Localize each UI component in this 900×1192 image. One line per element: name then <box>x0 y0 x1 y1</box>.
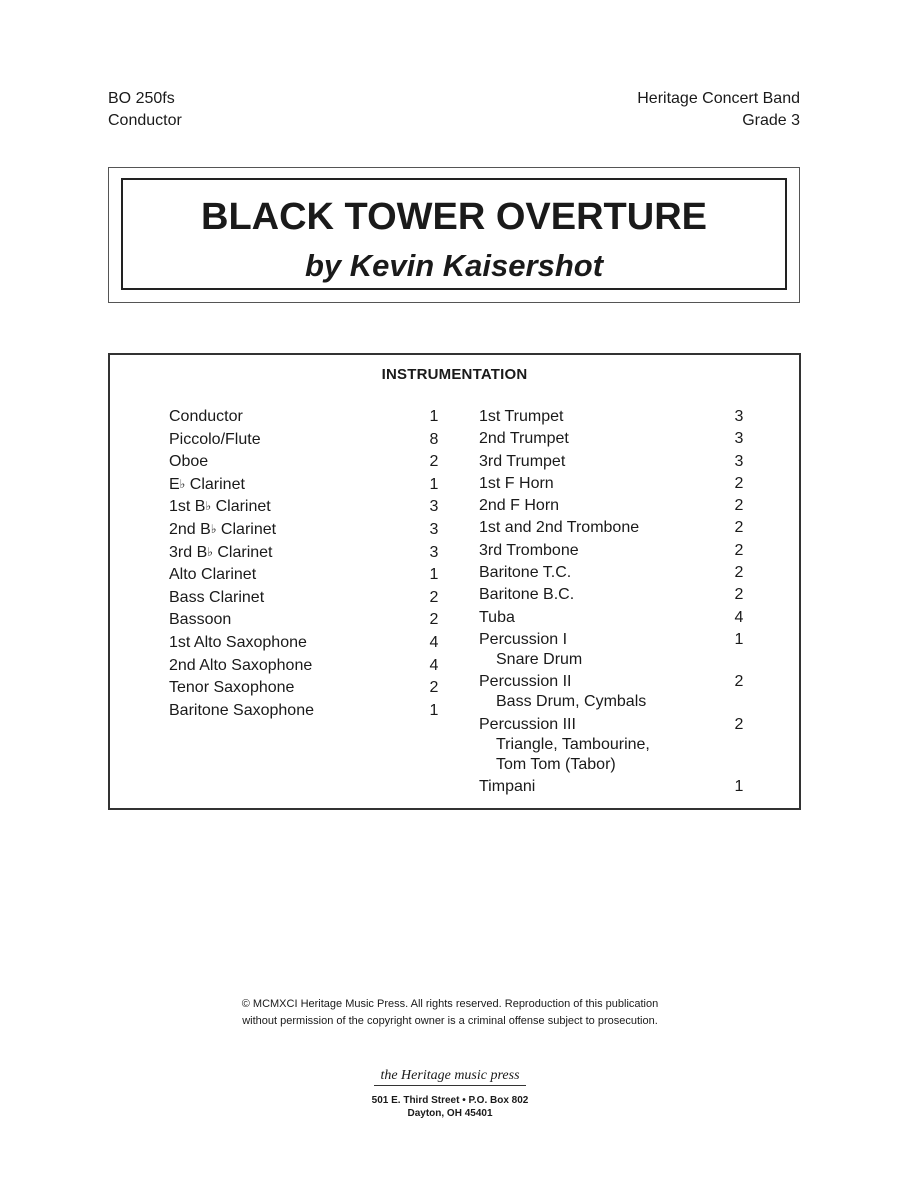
instrument-name: Timpani <box>479 777 536 795</box>
instrument-name: Baritone B.C. <box>479 586 575 604</box>
instrument-qty: 2 <box>734 519 744 537</box>
instrument-name: Percussion II <box>479 673 572 691</box>
instrument-name: 3rd Trombone <box>479 541 579 559</box>
copyright-notice <box>0 996 900 1030</box>
instrument-name: 3rd B♭ Clarinet <box>169 543 273 561</box>
instrument-row <box>479 777 749 797</box>
flat-sign-icon: ♭ <box>210 521 217 536</box>
instrument-qty: 3 <box>429 543 439 561</box>
instrument-name: 1st and 2nd Trombone <box>479 519 640 537</box>
instrument-name: Tenor Saxophone <box>169 679 295 697</box>
instrument-row <box>479 672 749 712</box>
instrument-row <box>479 630 749 670</box>
instrument-qty: 1 <box>429 475 439 493</box>
instrument-row <box>479 563 749 583</box>
instrument-qty: 3 <box>734 452 744 470</box>
instrument-name: 2nd F Horn <box>479 497 560 515</box>
instrument-qty: 2 <box>734 715 744 733</box>
copyright-line-1: © MCMXCI Heritage Music Press. All rights reserved. Reproduction of this publication <box>241 998 659 1010</box>
instrument-name: 3rd Trumpet <box>479 452 566 470</box>
instrumentation-left-column <box>169 407 444 723</box>
instrument-row <box>479 474 749 494</box>
series-label: Heritage Concert Band <box>637 90 800 107</box>
instrument-name: Bass Clarinet <box>169 588 265 606</box>
instrument-qty: 3 <box>734 430 744 448</box>
instrument-qty: 1 <box>429 408 439 425</box>
instrument-detail: Bass Drum, Cymbals <box>496 693 647 711</box>
instrument-name: Baritone T.C. <box>479 564 572 582</box>
instrument-row <box>479 429 749 449</box>
instrument-detail: Tom Tom (Tabor) <box>496 755 616 773</box>
instrument-qty: 3 <box>734 408 744 425</box>
instrument-qty: 2 <box>734 564 744 582</box>
composer-byline: by Kevin Kaisershot <box>304 248 604 283</box>
instrument-name: Tuba <box>479 608 515 626</box>
instrument-qty: 3 <box>429 498 439 516</box>
instrument-row <box>169 656 444 676</box>
instrument-name: 1st F Horn <box>479 474 554 492</box>
copyright-line-2: without permission of the copyright owner is a criminal offense subject to prosecution. <box>242 1015 658 1027</box>
instrument-name: Oboe <box>169 453 209 471</box>
instrument-row <box>169 497 444 517</box>
catalog-number: BO 250fs <box>108 90 175 107</box>
instrument-qty: 1 <box>429 566 439 584</box>
instrument-row <box>479 608 749 628</box>
instrument-detail: Triangle, Tambourine, <box>496 735 650 753</box>
instrument-name: Bassoon <box>169 611 232 629</box>
instrument-qty: 1 <box>734 630 744 648</box>
instrument-row <box>479 585 749 605</box>
instrument-row <box>169 588 444 608</box>
part-label: Conductor <box>108 112 182 129</box>
instrumentation-box <box>108 353 801 810</box>
instrument-row <box>169 520 444 540</box>
instrument-qty: 2 <box>429 611 439 629</box>
instrument-qty: 1 <box>429 701 439 719</box>
grade-label: Grade 3 <box>742 112 800 129</box>
instrument-row <box>479 452 749 472</box>
instrument-row <box>169 678 444 698</box>
publisher-logo: the Heritage music press <box>374 1068 525 1086</box>
instrument-qty: 2 <box>734 673 744 691</box>
instrument-detail: Snare Drum <box>496 650 583 668</box>
instrument-name: 1st Trumpet <box>479 408 564 425</box>
publisher-address <box>0 1094 900 1120</box>
instrument-qty: 2 <box>429 588 439 606</box>
instrumentation-right-column <box>479 407 749 799</box>
instrument-qty: 8 <box>429 430 439 448</box>
instrument-row <box>169 543 444 563</box>
instrument-row <box>169 701 444 721</box>
instrument-row <box>479 407 749 427</box>
instrument-qty: 4 <box>734 608 744 626</box>
instrument-row <box>479 518 749 538</box>
instrument-qty: 2 <box>734 497 744 515</box>
instrument-name: 2nd Trumpet <box>479 430 569 448</box>
instrument-qty: 2 <box>734 586 744 604</box>
instrument-qty: 3 <box>429 520 439 538</box>
instrumentation-heading: INSTRUMENTATION <box>381 366 528 383</box>
header-right <box>637 88 800 132</box>
instrument-qty: 2 <box>734 541 744 559</box>
instrument-qty: 4 <box>429 633 439 651</box>
instrument-row <box>169 452 444 472</box>
address-line-2: Dayton, OH 45401 <box>407 1108 493 1119</box>
page-title: BLACK TOWER OVERTURE <box>201 196 707 238</box>
instrument-name: 1st Alto Saxophone <box>169 633 307 651</box>
instrument-qty: 1 <box>734 777 744 795</box>
flat-sign-icon: ♭ <box>207 544 213 559</box>
instrument-name: 1st B♭ Clarinet <box>169 498 271 516</box>
instrument-qty: 4 <box>429 656 439 674</box>
title-inner-frame <box>121 178 787 290</box>
instrument-row <box>169 430 444 450</box>
title-box <box>108 167 800 303</box>
instrument-row <box>479 496 749 516</box>
instrument-row <box>479 541 749 561</box>
flat-sign-icon: ♭ <box>179 476 186 491</box>
instrument-qty: 2 <box>429 453 439 471</box>
instrument-name: Piccolo/Flute <box>169 430 261 448</box>
instrument-row <box>169 633 444 653</box>
instrument-name: Percussion III <box>479 715 576 733</box>
flat-sign-icon: ♭ <box>205 499 212 514</box>
instrument-name: Baritone Saxophone <box>169 701 314 719</box>
instrument-row <box>169 407 444 427</box>
instrument-name: Conductor <box>169 408 243 425</box>
instrument-row <box>169 565 444 585</box>
instrument-name: E♭ Clarinet <box>169 475 245 493</box>
instrument-name: 2nd B♭ Clarinet <box>169 520 277 538</box>
publisher-block <box>0 1066 900 1120</box>
instrument-row <box>479 715 749 775</box>
address-line-1: 501 E. Third Street • P.O. Box 802 <box>371 1095 529 1106</box>
instrument-row <box>169 475 444 495</box>
header-left <box>108 88 182 132</box>
instrument-name: Percussion I <box>479 630 568 648</box>
instrument-name: Alto Clarinet <box>169 566 257 584</box>
instrument-qty: 2 <box>734 474 744 492</box>
instrument-qty: 2 <box>429 679 439 697</box>
instrument-row <box>169 610 444 630</box>
instrument-name: 2nd Alto Saxophone <box>169 656 313 674</box>
